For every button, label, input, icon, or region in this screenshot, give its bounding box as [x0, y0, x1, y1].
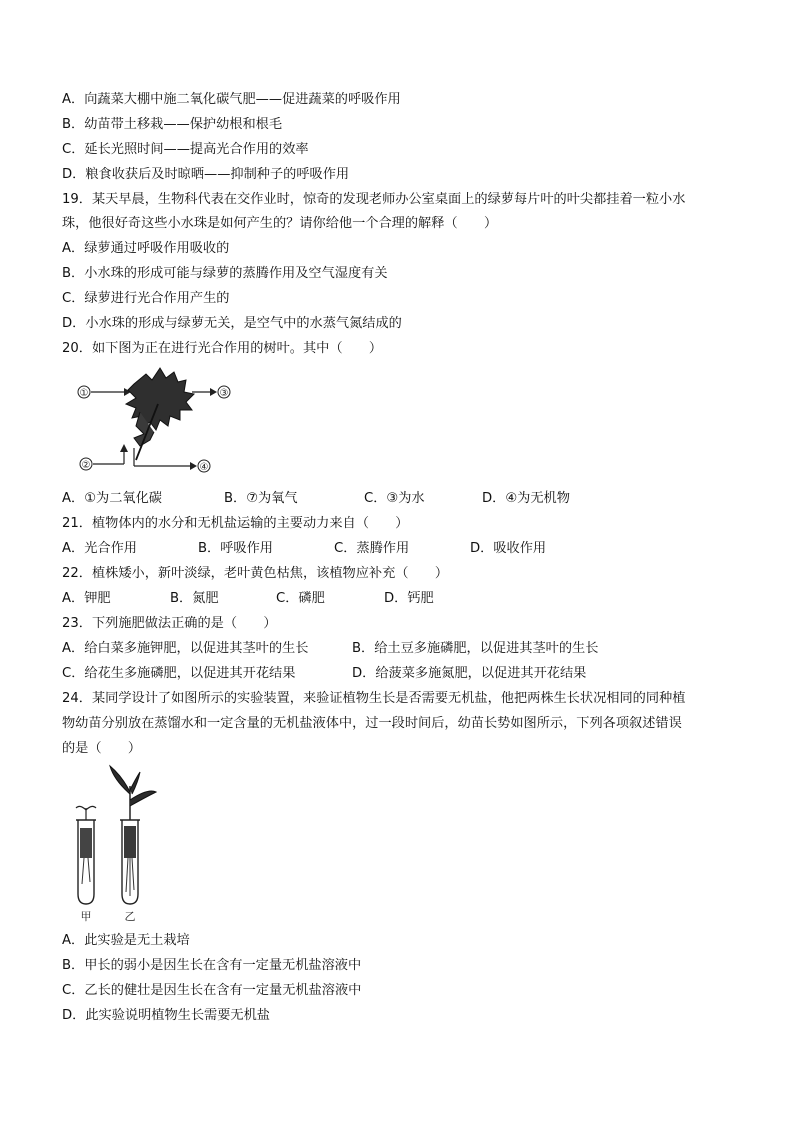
q21-option-d: D．吸收作用 — [470, 541, 547, 556]
q24-option-a: A．此实验是无土栽培 — [62, 933, 190, 948]
q21-option-b: B．呼吸作用 — [198, 541, 273, 556]
q23-options-row-2 — [62, 664, 742, 684]
q22-option-c: C．磷肥 — [276, 591, 325, 606]
q21-stem: 21．植物体内的水分和无机盐运输的主要动力来自（ ） — [62, 516, 409, 531]
q24-option-b: B．甲长的弱小是因生长在含有一定量无机盐溶液中 — [62, 958, 362, 973]
leaf-icon — [126, 368, 194, 460]
q19-option-c: C．绿萝进行光合作用产生的 — [62, 291, 230, 306]
q19-option-d: D．小水珠的形成与绿萝无关，是空气中的水蒸气氮结成的 — [62, 316, 402, 331]
q19-stem-line1: 19．某天早晨，生物科代表在交作业时，惊奇的发现老师办公室桌面上的绿萝每片叶的叶尖都挂着一粒小水 — [62, 192, 686, 207]
label-4: ④ — [199, 462, 209, 473]
q24-stem-line3: 的是（ ） — [62, 741, 142, 756]
q18-option-a: A．向蔬菜大棚中施二氧化碳气肥——促进蔬菜的呼吸作用 — [62, 92, 401, 107]
q24-stem-line2: 物幼苗分别放在蒸馏水和一定含量的无机盐液体中，过一段时间后，幼苗长势如图所示，下列各项叙述错误 — [62, 716, 682, 731]
q20-option-d: D．④为无机物 — [482, 491, 570, 506]
q20-options-row — [62, 489, 742, 509]
q21-option-c: C．蒸腾作用 — [334, 541, 410, 556]
label-1-marker — [78, 386, 90, 399]
q22-stem: 22．植株矮小，新叶淡绿，老叶黄色枯焦，该植物应补充（ ） — [62, 566, 449, 581]
q20-option-a: A．①为二氧化碳 — [62, 491, 162, 506]
label-2: ② — [81, 460, 91, 471]
q21-options-row — [62, 539, 742, 559]
label-1: ① — [79, 388, 89, 399]
q24-option-d: D．此实验说明植物生长需要无机盐 — [62, 1008, 270, 1023]
q18-option-c: C．延长光照时间——提高光合作用的效率 — [62, 142, 309, 157]
q22-option-d: D．钙肥 — [384, 591, 434, 606]
q24-option-c: C．乙长的健壮是因生长在含有一定量无机盐溶液中 — [62, 983, 362, 998]
q23-option-b: B．给土豆多施磷肥，以促进其茎叶的生长 — [352, 641, 599, 656]
q20-option-c: C．③为水 — [364, 491, 425, 506]
label-3-marker — [218, 386, 230, 399]
q20-option-b: B．⑦为氧气 — [224, 491, 298, 506]
q19-option-a: A．绿萝通过呼吸作用吸收的 — [62, 241, 230, 256]
q23-stem: 23．下列施肥做法正确的是（ ） — [62, 616, 277, 631]
test-tube-diagram — [70, 764, 170, 924]
q18-option-b: B．幼苗带土移栽——保护幼根和根毛 — [62, 117, 283, 132]
q23-option-d: D．给菠菜多施氮肥，以促进其开花结果 — [352, 666, 587, 681]
q23-option-c: C．给花生多施磷肥，以促进其开花结果 — [62, 666, 296, 681]
q23-option-a: A．给白菜多施钾肥，以促进其茎叶的生长 — [62, 641, 309, 656]
q24-stem-line1: 24．某同学设计了如图所示的实验装置，来验证植物生长是否需要无机盐，他把两株生长状况相同的同种植 — [62, 691, 686, 706]
label-yi: 乙 — [124, 910, 136, 923]
q22-option-a: A．钾肥 — [62, 591, 111, 606]
label-4-marker — [198, 460, 210, 473]
q23-options-row-1 — [62, 639, 742, 659]
q21-option-a: A．光合作用 — [62, 541, 137, 556]
q19-stem-line2: 珠，他很好奇这些小水珠是如何产生的？请你给他一个合理的解释（ ） — [62, 216, 498, 231]
leaf-diagram — [74, 364, 234, 478]
q22-option-b: B．氮肥 — [170, 591, 219, 606]
q22-options-row — [62, 589, 742, 609]
q18-option-d: D．粮食收获后及时晾晒——抑制种子的呼吸作用 — [62, 167, 350, 182]
label-2-marker — [80, 458, 92, 471]
label-3: ③ — [219, 388, 229, 399]
tube-jia — [76, 806, 96, 904]
q20-stem: 20．如下图为正在进行光合作用的树叶。其中（ ） — [62, 341, 383, 356]
tube-yi — [110, 766, 156, 904]
label-jia: 甲 — [80, 910, 92, 923]
q19-option-b: B．小水珠的形成可能与绿萝的蒸腾作用及空气湿度有关 — [62, 266, 388, 281]
